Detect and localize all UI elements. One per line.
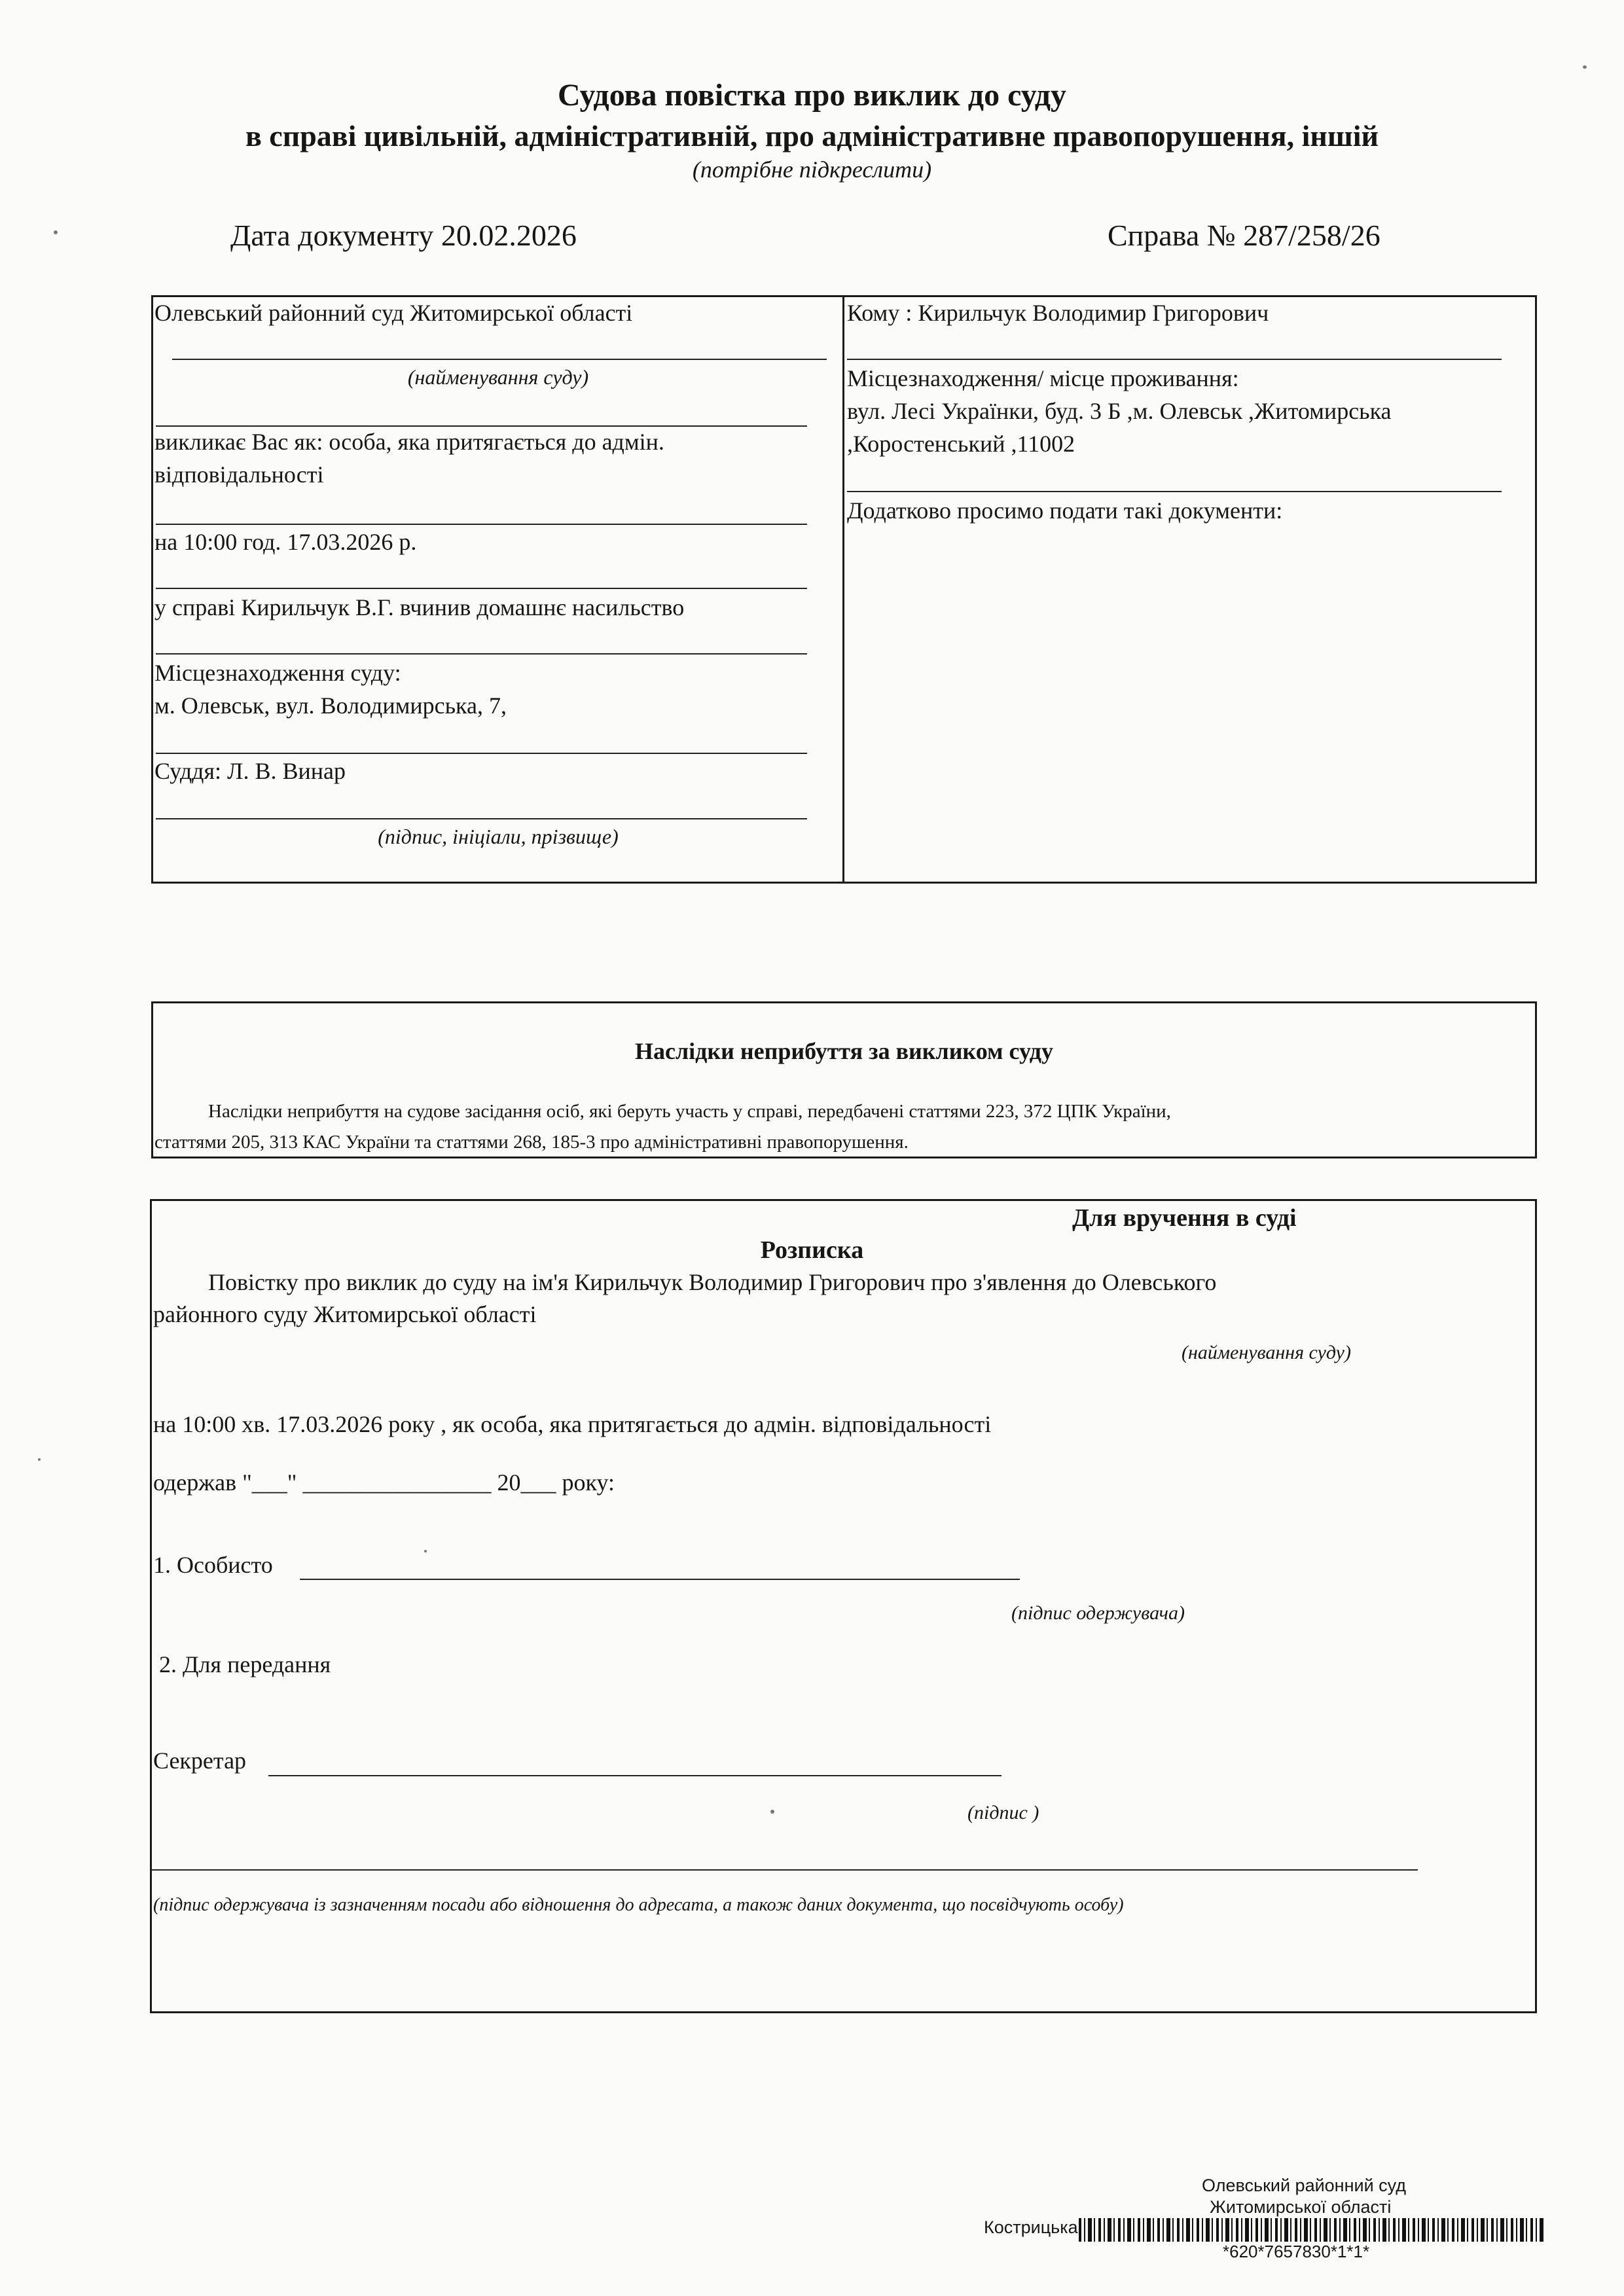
rule xyxy=(847,359,1502,360)
summons-role: викликає Вас як: особа, яка притягається до адмін. xyxy=(154,429,664,455)
scan-speck xyxy=(54,230,58,234)
stamp-court-line-1: Олевський районний суд xyxy=(1202,2176,1407,2195)
consequences-text-1: Наслідки неприбуття на судове засідання осіб, які беруть участь у справі, передбачені статтями 223, 372 ЦПК України, xyxy=(208,1101,1171,1122)
judge-name: Суддя: Л. В. Винар xyxy=(154,758,346,784)
for-transfer-label: 2. Для передання xyxy=(159,1651,331,1677)
scan-speck xyxy=(424,1550,427,1552)
court-location-label: Місцезнаходження суду: xyxy=(154,660,401,686)
secretary-signature-caption: (підпис ) xyxy=(967,1802,1039,1823)
receipt-title: Розписка xyxy=(760,1236,864,1264)
received-line: одержав "___" ________________ 20___ року: xyxy=(153,1469,615,1496)
consequences-text-2: статтями 205, 313 КАС України та статтями 268, 185-3 про адміністративні правопорушення. xyxy=(154,1132,909,1153)
court-caption: (найменування суду) xyxy=(407,365,589,389)
rule xyxy=(156,653,807,655)
case-subject: у справі Кирильчук В.Г. вчинив домашнє насильство xyxy=(154,594,685,620)
summons-table-divider xyxy=(842,295,844,884)
secretary-label: Секретар xyxy=(153,1748,247,1774)
document-barcode xyxy=(1079,2218,1543,2242)
personally-label: 1. Особисто xyxy=(153,1552,273,1578)
summons-role-cont: відповідальності xyxy=(154,461,324,488)
underline-hint: (потрібне підкреслити) xyxy=(692,156,932,183)
rule xyxy=(156,524,807,525)
case-number: Справа № 287/258/26 xyxy=(1108,219,1380,252)
rule xyxy=(156,753,807,754)
scan-speck xyxy=(1583,65,1587,69)
documents-request: Додатково просимо подати такі документи: xyxy=(847,497,1283,524)
recipient-name: Кому : Кирильчук Володимир Григорович xyxy=(847,300,1269,326)
judge-caption: (підпис, ініціали, прізвище) xyxy=(378,825,619,848)
recipient-signature-caption: (підпис одержувача) xyxy=(1011,1602,1185,1624)
personally-signature-line xyxy=(300,1579,1020,1580)
barcode-text: *620*7657830*1*1* xyxy=(1223,2242,1370,2261)
court-name: Олевський районний суд Житомирської області xyxy=(154,300,633,326)
address-line-2: ,Коростенський ,11002 xyxy=(847,431,1075,457)
recipient-id-caption: (підпис одержувача із зазначенням посади або відношення до адресата, а також даних документа, що посвідчують особу) xyxy=(153,1895,1124,1915)
hearing-time: на 10:00 год. 17.03.2026 р. xyxy=(154,529,417,555)
receipt-court-caption: (найменування суду) xyxy=(1182,1342,1351,1363)
clerk-name: Кострицька xyxy=(984,2217,1078,2237)
for-court-delivery: Для вручення в суді xyxy=(1072,1204,1297,1232)
consequences-title: Наслідки неприбуття за викликом суду xyxy=(635,1038,1053,1064)
scan-speck xyxy=(38,1458,41,1461)
receipt-time: на 10:00 хв. 17.03.2026 року , як особа, яка притягається до адмін. відповідальності xyxy=(153,1411,992,1437)
stamp-court-line-2: Житомирської області xyxy=(1210,2197,1392,2217)
rule xyxy=(172,359,827,360)
receipt-text-2: районного суду Житомирської області xyxy=(153,1301,537,1327)
document-date: Дата документу 20.02.2026 xyxy=(230,219,577,252)
rule xyxy=(156,818,807,819)
rule xyxy=(847,491,1502,492)
document-subtitle: в справі цивільній, адміністративній, про адміністративне правопорушення, іншій xyxy=(245,119,1379,152)
address-line-1: вул. Лесі Українки, буд. 3 Б ,м. Олевськ ,Житомирська xyxy=(847,398,1392,424)
court-location-value: м. Олевськ, вул. Володимирська, 7, xyxy=(154,692,507,719)
secretary-signature-line xyxy=(268,1775,1001,1776)
document-title: Судова повістка про виклик до суду xyxy=(557,78,1067,113)
rule xyxy=(151,1869,1418,1871)
residence-label: Місцезнаходження/ місце проживання: xyxy=(847,365,1239,391)
scan-speck xyxy=(770,1810,774,1814)
rule xyxy=(156,588,807,589)
receipt-text-1: Повістку про виклик до суду на ім'я Кирильчук Володимир Григорович про з'явлення до Олевського xyxy=(208,1269,1217,1295)
